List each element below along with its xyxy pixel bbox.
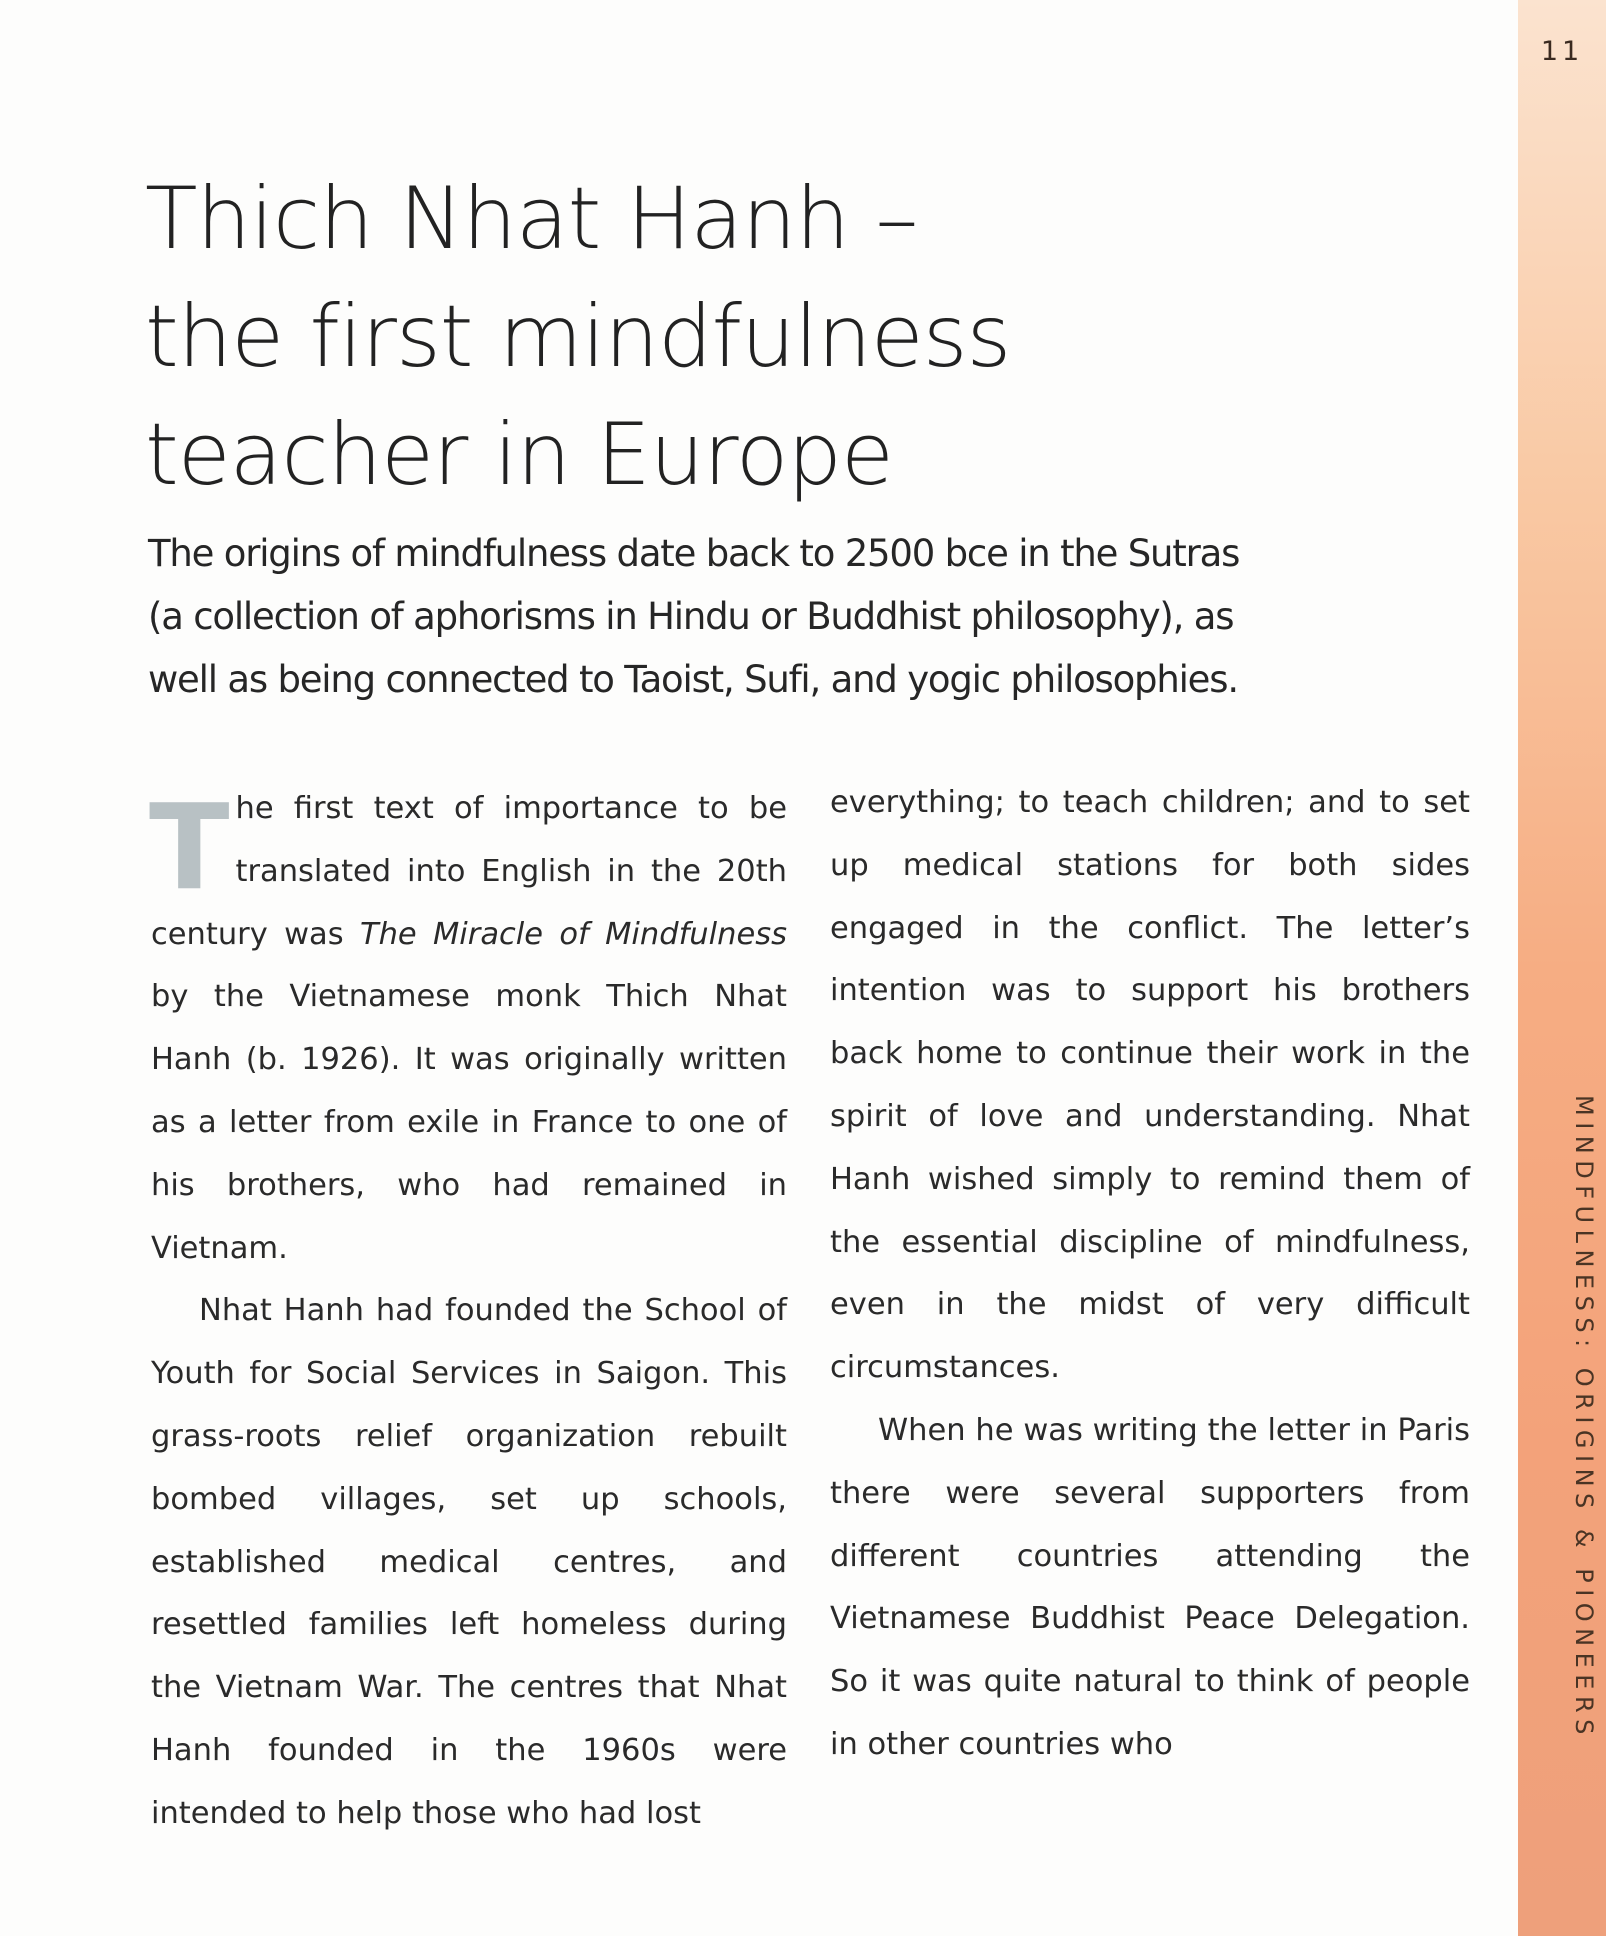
drop-cap: T <box>149 778 230 916</box>
body-paragraph: When he was writing the letter in Paris there were several supporters from different countries attending the Vietnamese Buddhist Peace Delegation. So it was quite natural to think of people in other countries who <box>830 1412 1470 1762</box>
intro-paragraph <box>148 522 1468 711</box>
intro-line: The origins of mindfulness date back to 2500 bce in the Sutras <box>148 532 1240 575</box>
body-paragraph: everything; to teach children; and to set up medical stations for both sides engaged in the conflict. The letter’s intention was to support his brothers back home to continue their work in the spirit of love and understanding. Nhat Hanh wished simply to remind them of the essential discipline of mindfulness, even in the midst of very difficult circumstances. <box>830 785 1470 1386</box>
body-column-left <box>151 778 787 1846</box>
body-paragraph: Nhat Hanh had founded the School of Youth for Social Services in Saigon. This grass-roots relief organization rebuilt bombed villages, set up schools, established medical centres, and resettled families left homeless during the Vietnam War. The centres that Nhat Hanh founded in the 1960s were intended to help those who had lost <box>151 1293 787 1831</box>
chapter-title <box>145 160 1145 514</box>
paragraph-text: he first text of importance to be translated into English in the 20th century was <box>151 791 787 952</box>
title-line: Thich Nhat Hanh – <box>145 169 918 269</box>
page-number: 11 <box>1540 36 1584 67</box>
title-line: the first mindfulness <box>145 287 1011 387</box>
body-paragraph <box>151 778 787 1280</box>
intro-line: well as being connected to Taoist, Sufi, and yogic philosophies. <box>148 658 1238 701</box>
intro-line: (a collection of aphorisms in Hindu or Buddhist philosophy), as <box>148 595 1234 638</box>
title-line: teacher in Europe <box>145 405 893 505</box>
paragraph-text: by the Vietnamese monk Thich Nhat Hanh (b. 1926). It was originally written as a letter from exile in France to one of his brothers, who had remained in Vietnam. <box>151 979 787 1266</box>
running-head: MINDFULNESS: ORIGINS & PIONEERS <box>1570 1095 1598 1741</box>
book-title: The Miracle of Mindfulness <box>359 916 787 952</box>
body-column-right <box>830 772 1470 1777</box>
